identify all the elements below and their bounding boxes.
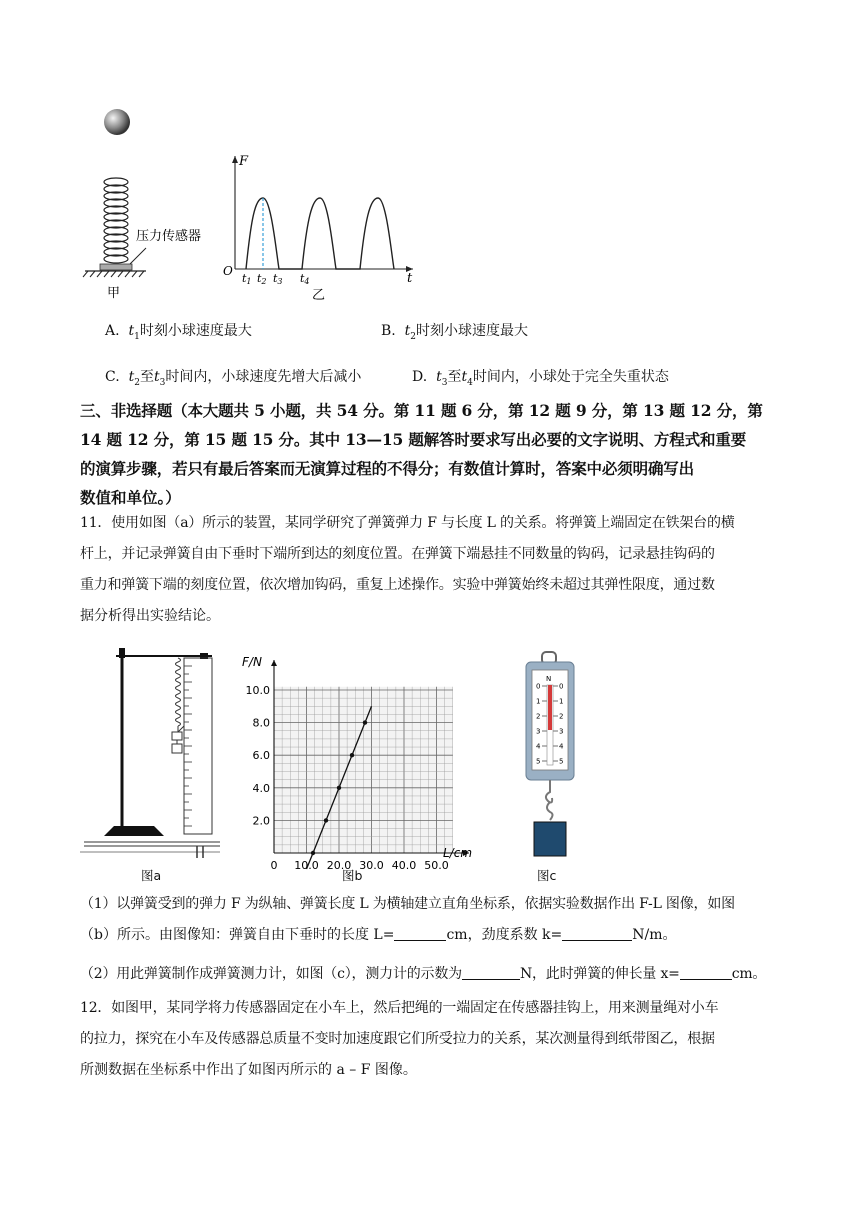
y-tick-label: 6.0 [252,749,270,763]
force-curve [246,198,394,269]
x-axis-label: L/cm [443,846,473,860]
x-tick-label: 50.0 [424,859,449,872]
axis-t-label: t [407,271,413,286]
option-d[interactable]: D. $t_3$至$t_4$时间内，小球处于完全失重状态 [412,369,669,388]
section3-heading: 三、非选择题（本大题共 5 小题，共 54 分。第 11 题 6 分，第 12 题 9 分，第 13 题 12 分，第 14 题 12 分，第 15 题 15 分。其中 13—15 题解答时要求写出必要的文字说明、方程式和重要 的演算步骤，若只有最后答案而无演算过程的不得分；有数值计算时，答案中必须明确写出 数值和单位。） [80,401,763,507]
tick-t1: t1 [242,272,252,286]
y-tick-label: 2.0 [252,814,270,828]
scale-label-right: 3 [559,727,564,736]
data-point [350,753,354,757]
answer-blank-extension[interactable] [680,965,732,980]
tick-t4: t4 [300,272,310,286]
origin-label: O [223,264,233,278]
option-b[interactable]: B. $t_2$时刻小球速度最大 [381,323,529,342]
figure-b-caption: 图b [342,868,363,883]
question-11-part2: （2）用此弹簧制作成弹簧测力计，如图（c），测力计的示数为 N，此时弹簧的伸长量 x= cm。 [80,966,767,982]
spring-coil [104,178,128,263]
data-point [324,818,328,822]
x-tick-label: 0 [270,859,278,872]
x-tick-label: 20.0 [326,859,352,872]
caption-yi: 乙 [312,288,326,303]
scale-unit: N [546,675,552,683]
scale-label-right: 2 [559,712,564,721]
scale-label-left: 2 [536,712,541,721]
tick-t3: t3 [273,272,283,286]
figure-a-caption: 图a [141,868,162,883]
scale-label-left: 3 [536,727,541,736]
pressure-sensor [100,264,132,270]
question-11-stem: 11．使用如图（a）所示的装置，某同学研究了弹簧弹力 F 与长度 L 的关系。将弹簧上端固定在铁架台的横 杆上，并记录弹簧自由下垂时下端所到达的刻度位置。在弹簧下端悬挂不同数量的钩码，记录悬挂钩码的 重力和弹簧下端的刻度位置，依次增加钩码，重复上述操作。实验中弹簧始终未超过其弹性限度，通过数 据分析得出实验结论。 [80,515,735,624]
x-tick-label: 40.0 [391,859,417,872]
scale-indicator [548,685,552,730]
scale-label-right: 5 [559,757,564,766]
data-point [311,851,315,855]
scale-label-right: 1 [559,697,564,706]
figure-a-apparatus [80,646,230,886]
data-point [363,720,367,724]
answer-blank-length[interactable] [394,926,446,941]
figure-c-caption: 图c [537,868,557,883]
figure-b-chart [236,650,506,872]
scale-label-right: 4 [559,742,564,751]
scale-label-left: 1 [536,697,541,706]
data-point [337,786,341,790]
scale-label-left: 0 [536,682,541,691]
x-tick-label: 30.0 [359,859,384,872]
y-axis-arrow [271,660,277,666]
axis-f-label: F [239,154,249,169]
scale-label-left: 5 [536,757,541,766]
question-11-part1: （1）以弹簧受到的弹力 F 为纵轴、弹簧长度 L 为横轴建立直角坐标系，依据实验数据作出 F-L 图像，如图 （b）所示。由图像知：弹簧自由下垂时的长度 L= cm，劲度系数 k= N/m。 [80,896,735,943]
tick-t2: t2 [257,272,267,286]
scale-label-right: 0 [559,682,564,691]
y-axis-label: F/N [242,655,262,669]
answer-blank-reading[interactable] [462,965,520,980]
scale-label-left: 4 [536,742,541,751]
figure-spring-sensor [80,100,440,305]
x-tick-label: 10.0 [294,859,319,872]
option-c[interactable]: C. $t_2$至$t_3$时间内，小球速度先增大后减小 [105,369,362,388]
figure-c-spring-scale [522,650,592,860]
y-tick-label: 4.0 [252,781,270,795]
caption-jia: 甲 [107,286,121,301]
y-tick-label: 10.0 [245,684,270,697]
answer-blank-k[interactable] [562,926,632,941]
y-tick-label: 8.0 [252,716,270,730]
option-a[interactable]: A. $t_1$时刻小球速度最大 [105,323,252,342]
hanging-weight [534,822,566,856]
sensor-label: 压力传感器 [136,229,202,244]
ball [104,109,130,135]
question-12-stem: 12．如图甲，某同学将力传感器固定在小车上，然后把绳的一端固定在传感器挂钩上，用来测量绳对小车 的拉力，探究在小车及传感器总质量不变时加速度跟它们所受拉力的关系，某次测量得到纸带图乙，根据 所测数据在坐标系中作出了如图丙所示的 a – F 图像。 [80,1000,719,1078]
